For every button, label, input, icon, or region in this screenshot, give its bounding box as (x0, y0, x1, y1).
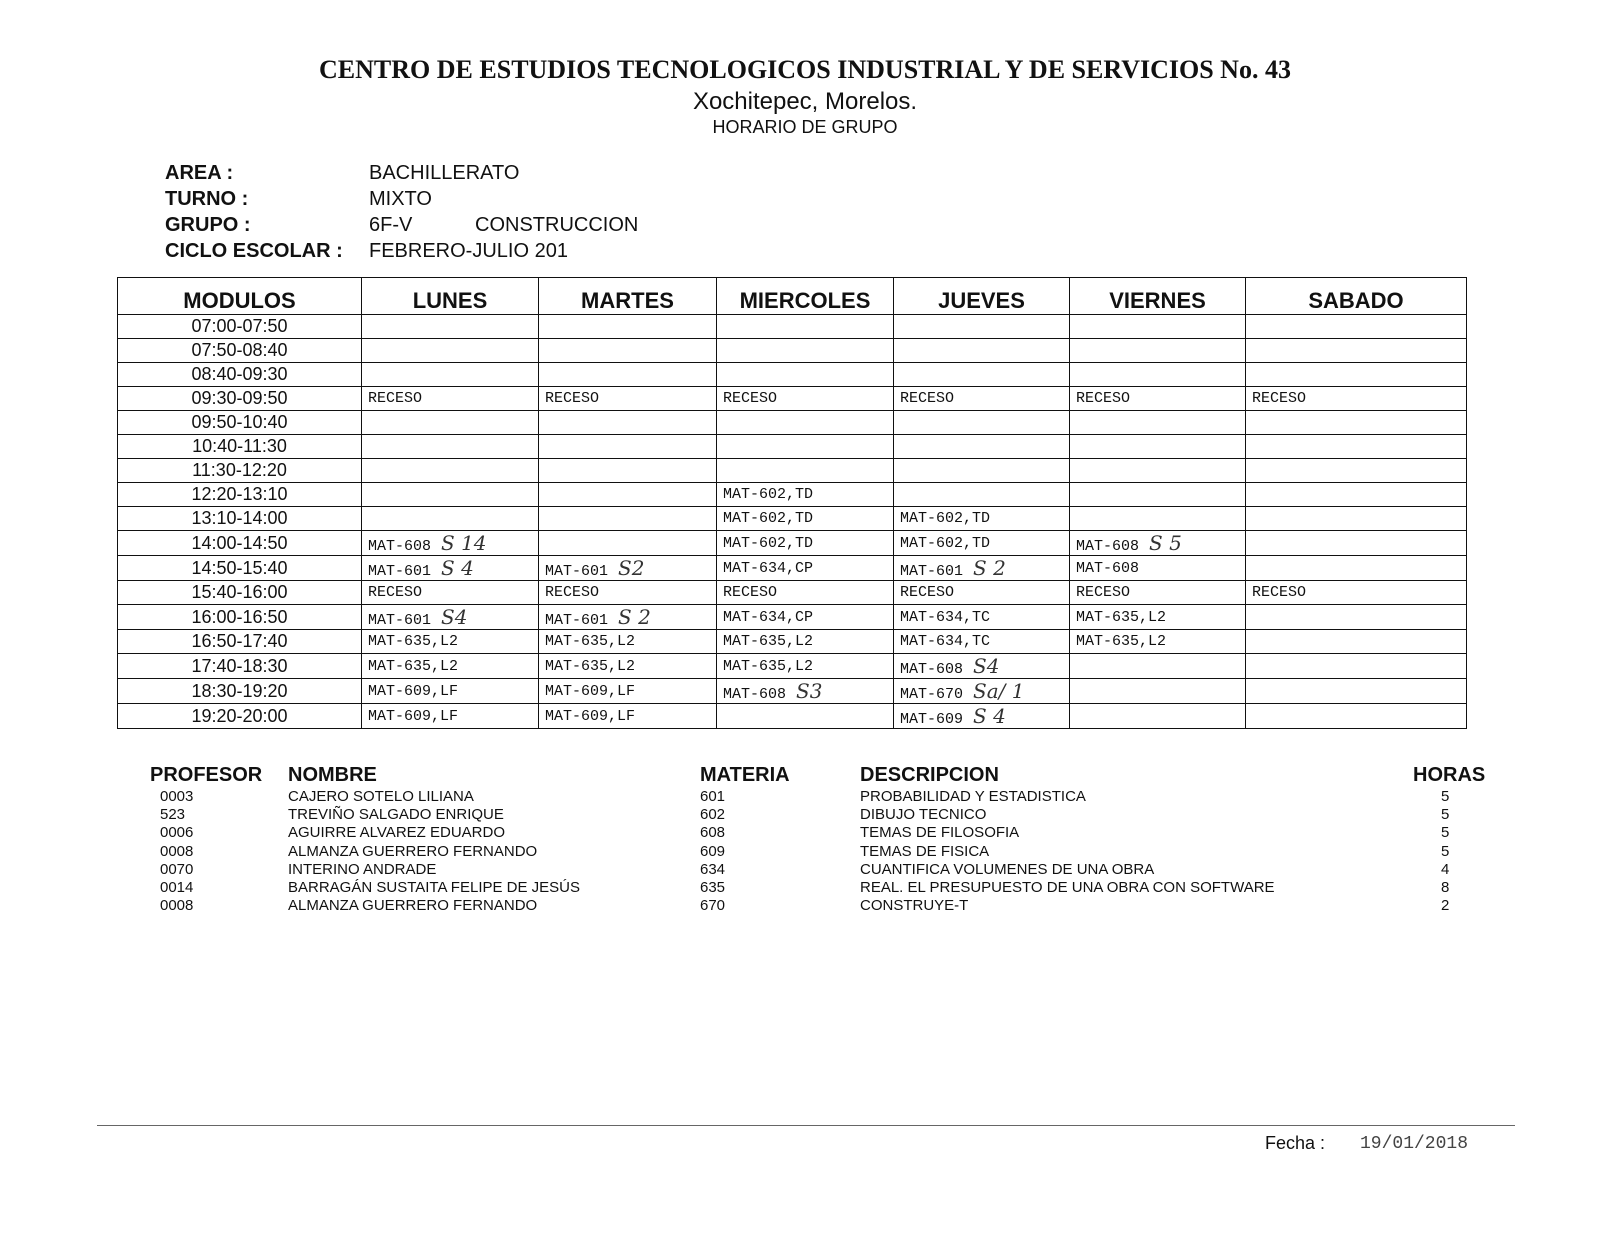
schedule-cell (1246, 654, 1467, 679)
column-header-viernes: VIERNES (1070, 278, 1246, 315)
schedule-cell (1070, 605, 1246, 630)
subject-code: MAT-634,TC (900, 633, 991, 650)
handwritten-note: Sa/ 1 (973, 679, 1025, 703)
schedule-cell (1246, 387, 1467, 411)
table-row (118, 363, 1467, 387)
professor-horas: 2 (1441, 897, 1450, 915)
subject-code: MAT-670 (900, 686, 964, 703)
table-row (118, 339, 1467, 363)
subject-code: MAT-608 (368, 538, 432, 555)
professor-descripcion: REAL. EL PRESUPUESTO DE UNA OBRA CON SOFTWARE (860, 879, 1275, 896)
professor-horas: 8 (1441, 879, 1450, 896)
schedule-cell (894, 654, 1070, 679)
subject-code: MAT-602,TD (900, 534, 991, 552)
schedule-cell (1246, 630, 1467, 654)
schedule-cell (362, 387, 539, 411)
schedule-cell (362, 483, 539, 507)
turno-label: TURNO : (165, 188, 249, 210)
table-row (118, 435, 1467, 459)
schedule-cell (362, 435, 539, 459)
subject-code: MAT-635,L2 (1076, 633, 1167, 650)
schedule-cell (717, 339, 894, 363)
professor-profesor: 0006 (160, 824, 194, 842)
handwritten-note: S 4 (973, 704, 1006, 728)
area-value: BACHILLERATO (369, 162, 520, 184)
professor-horas: 5 (1441, 824, 1450, 842)
schedule-cell (894, 315, 1070, 339)
schedule-cell (717, 531, 894, 556)
schedule-cell (362, 411, 539, 435)
subject-code: MAT-609,LF (368, 682, 459, 700)
schedule-cell (362, 531, 539, 556)
schedule-cell (717, 679, 894, 704)
handwritten-note: S4 (973, 654, 1000, 678)
subject-code: RECESO (1252, 390, 1307, 407)
schedule-cell (539, 556, 717, 581)
schedule-cell (539, 315, 717, 339)
header-nombre: NOMBRE (288, 764, 377, 786)
header-horas: HORAS (1413, 764, 1486, 786)
schedule-cell (539, 459, 717, 483)
subject-code: MAT-635,L2 (368, 633, 459, 650)
time-slot: 18:30-19:20 (118, 679, 362, 704)
time-slot: 12:20-13:10 (118, 483, 362, 507)
subject-code: MAT-609,LF (545, 682, 636, 700)
subject-code: MAT-635,L2 (723, 657, 814, 675)
table-row (118, 507, 1467, 531)
schedule-cell (1246, 605, 1467, 630)
professor-descripcion: CONSTRUYE-T (860, 897, 969, 915)
professor-materia: 601 (700, 788, 726, 805)
professor-nombre: CAJERO SOTELO LILIANA (288, 788, 474, 805)
subject-code: MAT-601 (368, 563, 432, 580)
professor-materia: 635 (700, 879, 726, 896)
table-row (118, 459, 1467, 483)
schedule-cell (539, 411, 717, 435)
professor-descripcion: CUANTIFICA VOLUMENES DE UNA OBRA (860, 860, 1155, 878)
footer-divider (97, 1125, 1515, 1126)
time-slot: 11:30-12:20 (118, 459, 362, 483)
subject-code: MAT-608 (1076, 538, 1140, 555)
schedule-cell (539, 363, 717, 387)
subject-code: RECESO (368, 390, 423, 407)
professor-nombre: BARRAGÁN SUSTAITA FELIPE DE JESÚS (288, 879, 581, 896)
schedule-cell (1070, 483, 1246, 507)
professor-materia: 602 (700, 806, 726, 824)
subject-code: MAT-601 (900, 563, 964, 580)
subject-code: MAT-608 (900, 661, 964, 678)
professor-profesor: 523 (160, 806, 186, 824)
header-descripcion: DESCRIPCION (860, 764, 999, 786)
subject-code: RECESO (900, 390, 955, 407)
time-slot: 15:40-16:00 (118, 581, 362, 605)
schedule-cell (894, 581, 1070, 605)
time-slot: 07:00-07:50 (118, 315, 362, 339)
schedule-cell (894, 459, 1070, 483)
schedule-cell (1070, 507, 1246, 531)
schedule-cell (539, 581, 717, 605)
subject-code: MAT-609 (900, 711, 964, 728)
professor-nombre: ALMANZA GUERRERO FERNANDO (288, 897, 538, 915)
schedule-cell (894, 483, 1070, 507)
schedule-cell (1070, 387, 1246, 411)
time-slot: 10:40-11:30 (118, 435, 362, 459)
schedule-cell (362, 315, 539, 339)
time-slot: 08:40-09:30 (118, 363, 362, 387)
table-row (118, 531, 1467, 556)
subject-code: RECESO (723, 390, 778, 407)
subject-code: MAT-634,CP (723, 608, 814, 626)
schedule-cell (894, 679, 1070, 704)
professor-descripcion: TEMAS DE FILOSOFIA (860, 824, 1020, 842)
schedule-cell (539, 507, 717, 531)
fecha-value: 19/01/2018 (1360, 1134, 1469, 1154)
time-slot: 19:20-20:00 (118, 704, 362, 729)
schedule-cell (894, 556, 1070, 581)
table-row (118, 704, 1467, 729)
schedule-cell (539, 679, 717, 704)
schedule-cell (894, 605, 1070, 630)
institution-title: CENTRO DE ESTUDIOS TECNOLOGICOS INDUSTRIAL Y DE SERVICIOS No. 43 (319, 55, 1291, 84)
time-slot: 16:50-17:40 (118, 630, 362, 654)
schedule-cell (362, 630, 539, 654)
schedule-cell (1246, 704, 1467, 729)
schedule-cell (894, 704, 1070, 729)
schedule-cell (1070, 459, 1246, 483)
subject-code: MAT-609,LF (368, 707, 459, 725)
schedule-cell (1246, 435, 1467, 459)
professor-descripcion: DIBUJO TECNICO (860, 806, 987, 824)
schedule-cell (1246, 556, 1467, 581)
time-slot: 09:30-09:50 (118, 387, 362, 411)
especialidad-value: CONSTRUCCION (475, 214, 639, 236)
schedule-cell (717, 581, 894, 605)
subject-code: MAT-635,L2 (1076, 608, 1167, 626)
professor-descripcion: TEMAS DE FISICA (860, 842, 990, 860)
subject-code: RECESO (900, 584, 955, 601)
professor-materia: 608 (700, 824, 726, 842)
schedule-cell (1246, 581, 1467, 605)
column-header-lunes: LUNES (362, 278, 539, 315)
schedule-cell (1246, 411, 1467, 435)
schedule-cell (717, 704, 894, 729)
schedule-cell (1246, 339, 1467, 363)
schedule-cell (1070, 581, 1246, 605)
subject-code: MAT-608 (1076, 559, 1140, 577)
subject-code: RECESO (1076, 584, 1131, 601)
schedule-cell (539, 704, 717, 729)
schedule-cell (717, 605, 894, 630)
subject-code: MAT-634,TC (900, 608, 991, 626)
time-slot: 09:50-10:40 (118, 411, 362, 435)
subject-code: MAT-601 (545, 612, 609, 629)
schedule-cell (717, 630, 894, 654)
professor-profesor: 0008 (160, 842, 194, 860)
subject-code: MAT-601 (545, 563, 609, 580)
schedule-cell (1246, 315, 1467, 339)
schedule-cell (1070, 654, 1246, 679)
column-header-martes: MARTES (539, 278, 717, 315)
schedule-cell (894, 411, 1070, 435)
schedule-cell (539, 483, 717, 507)
column-header-jueves: JUEVES (894, 278, 1070, 315)
schedule-cell (1070, 339, 1246, 363)
time-slot: 14:00-14:50 (118, 531, 362, 556)
schedule-cell (717, 483, 894, 507)
column-header-miercoles: MIERCOLES (717, 278, 894, 315)
subject-code: MAT-601 (368, 612, 432, 629)
schedule-cell (1246, 459, 1467, 483)
schedule-cell (362, 605, 539, 630)
schedule-cell (1070, 435, 1246, 459)
professor-descripcion: PROBABILIDAD Y ESTADISTICA (860, 788, 1086, 805)
subject-code: MAT-602,TD (723, 486, 814, 503)
schedule-cell (1246, 363, 1467, 387)
schedule-cell (539, 387, 717, 411)
schedule-cell (717, 315, 894, 339)
schedule-cell (1070, 315, 1246, 339)
schedule-cell (717, 459, 894, 483)
schedule-cell (362, 679, 539, 704)
column-header-modulos: MODULOS (118, 278, 362, 315)
professor-profesor: 0014 (160, 879, 194, 896)
subject-code: RECESO (545, 390, 600, 407)
handwritten-note: S 14 (441, 531, 487, 555)
schedule-cell (894, 339, 1070, 363)
schedule-cell (717, 507, 894, 531)
professor-horas: 5 (1441, 806, 1450, 824)
table-row (118, 605, 1467, 630)
schedule-cell (1070, 679, 1246, 704)
schedule-cell (539, 630, 717, 654)
schedule-cell (1246, 483, 1467, 507)
subject-code: RECESO (545, 584, 600, 601)
professor-horas: 5 (1441, 842, 1450, 860)
schedule-cell (362, 339, 539, 363)
time-slot: 16:00-16:50 (118, 605, 362, 630)
area-label: AREA : (165, 162, 234, 184)
table-row (118, 315, 1467, 339)
schedule-cell (1246, 507, 1467, 531)
city: Xochitepec, Morelos. (692, 88, 918, 115)
grupo-value: 6F-V (369, 214, 413, 236)
handwritten-note: S3 (796, 679, 823, 703)
schedule-cell (539, 654, 717, 679)
schedule-cell (539, 605, 717, 630)
professor-materia: 634 (700, 860, 726, 878)
table-row (118, 556, 1467, 581)
subject-code: MAT-635,L2 (723, 633, 814, 650)
schedule-cell (717, 411, 894, 435)
table-row (118, 679, 1467, 704)
professor-horas: 4 (1441, 860, 1450, 878)
professor-profesor: 0003 (160, 788, 194, 805)
schedule-cell (717, 363, 894, 387)
turno-value: MIXTO (369, 188, 432, 210)
schedule-table (117, 277, 1467, 729)
schedule-cell (539, 339, 717, 363)
column-header-sabado: SABADO (1246, 278, 1467, 315)
schedule-cell (362, 556, 539, 581)
grupo-label: GRUPO : (165, 214, 251, 236)
schedule-cell (894, 435, 1070, 459)
professor-materia: 609 (700, 842, 726, 860)
schedule-cell (362, 581, 539, 605)
schedule-cell (362, 363, 539, 387)
subject-code: MAT-602,TD (723, 510, 814, 527)
professor-nombre: INTERINO ANDRADE (288, 860, 437, 878)
schedule-cell (717, 435, 894, 459)
schedule-cell (1246, 679, 1467, 704)
fecha-label: Fecha : (1265, 1133, 1326, 1153)
subject-code: MAT-635,L2 (545, 633, 636, 650)
header-materia: MATERIA (700, 764, 790, 786)
schedule-cell (362, 459, 539, 483)
professor-horas: 5 (1441, 788, 1450, 805)
subject-code: RECESO (1252, 584, 1307, 601)
handwritten-note: S 5 (1149, 531, 1182, 555)
table-row (118, 581, 1467, 605)
subject-code: MAT-609,LF (545, 707, 636, 725)
schedule-cell (717, 387, 894, 411)
schedule-cell (894, 387, 1070, 411)
ciclo-value: FEBRERO-JULIO 201 (369, 240, 568, 262)
schedule-cell (894, 363, 1070, 387)
schedule-cell (894, 531, 1070, 556)
table-row (118, 483, 1467, 507)
table-row (118, 387, 1467, 411)
table-row (118, 654, 1467, 679)
schedule-cell (717, 654, 894, 679)
schedule-cell (1070, 531, 1246, 556)
subject-code: MAT-608 (723, 686, 787, 703)
time-slot: 07:50-08:40 (118, 339, 362, 363)
subject-code: MAT-635,L2 (545, 657, 636, 675)
subject-code: MAT-634,CP (723, 559, 814, 577)
subject-code: MAT-602,TD (723, 534, 814, 552)
document-subtitle: HORARIO DE GRUPO (712, 117, 898, 137)
professor-nombre: ALMANZA GUERRERO FERNANDO (288, 842, 538, 860)
time-slot: 13:10-14:00 (118, 507, 362, 531)
time-slot: 14:50-15:40 (118, 556, 362, 581)
table-row (118, 630, 1467, 654)
schedule-cell (1070, 630, 1246, 654)
handwritten-note: S 2 (973, 556, 1006, 580)
time-slot: 17:40-18:30 (118, 654, 362, 679)
schedule-cell (1070, 556, 1246, 581)
schedule-cell (1070, 704, 1246, 729)
schedule-cell (894, 630, 1070, 654)
subject-code: RECESO (1076, 390, 1131, 407)
schedule-cell (717, 556, 894, 581)
schedule-cell (1070, 411, 1246, 435)
handwritten-note: S4 (441, 605, 468, 629)
ciclo-label: CICLO ESCOLAR : (165, 240, 343, 262)
subject-code: RECESO (368, 584, 423, 601)
subject-code: RECESO (723, 584, 778, 601)
professor-profesor: 0070 (160, 860, 194, 878)
schedule-cell (362, 654, 539, 679)
schedule-cell (1070, 363, 1246, 387)
subject-code: MAT-635,L2 (368, 657, 459, 675)
handwritten-note: S2 (618, 556, 645, 580)
schedule-cell (1246, 531, 1467, 556)
handwritten-note: S 4 (441, 556, 474, 580)
schedule-cell (362, 507, 539, 531)
schedule-cell (539, 531, 717, 556)
professor-nombre: TREVIÑO SALGADO ENRIQUE (288, 806, 504, 824)
professor-materia: 670 (700, 897, 726, 915)
professor-profesor: 0008 (160, 897, 194, 915)
header-profesor: PROFESOR (150, 764, 263, 786)
schedule-cell (362, 704, 539, 729)
table-row (118, 411, 1467, 435)
handwritten-note: S 2 (618, 605, 651, 629)
professor-nombre: AGUIRRE ALVAREZ EDUARDO (288, 824, 505, 842)
schedule-cell (894, 507, 1070, 531)
subject-code: MAT-602,TD (900, 510, 991, 527)
schedule-cell (539, 435, 717, 459)
